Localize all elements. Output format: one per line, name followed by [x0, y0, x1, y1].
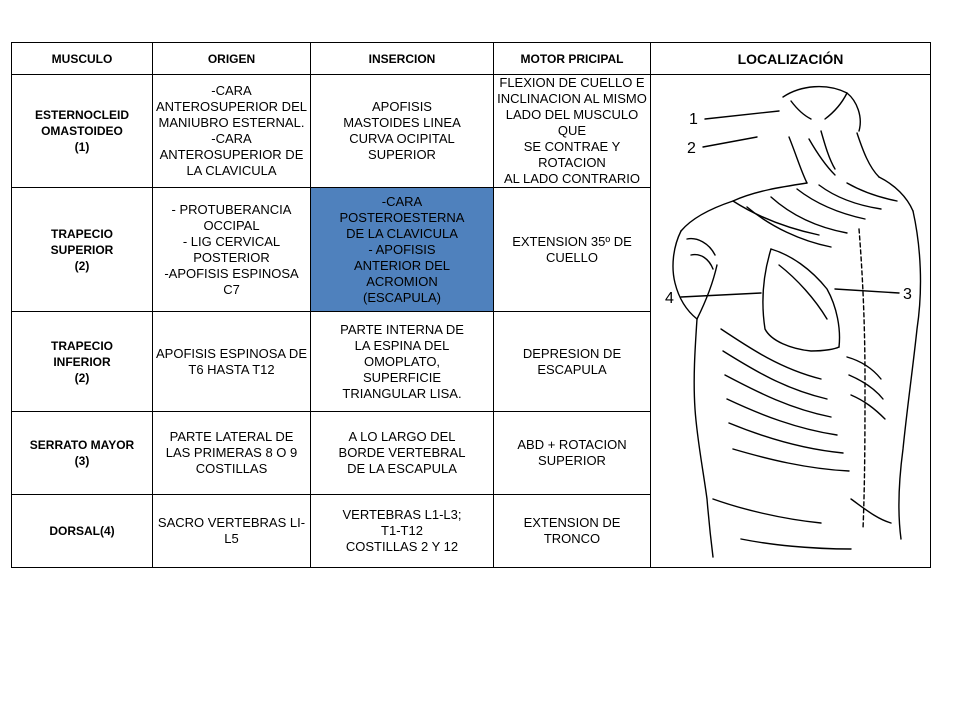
- header-origen: ORIGEN: [153, 43, 311, 75]
- header-insercion: INSERCION: [311, 43, 494, 75]
- origen-cell: APOFISIS ESPINOSA DE T6 HASTA T12: [153, 312, 311, 412]
- anatomy-back-illustration: [651, 79, 930, 564]
- localizacion-image-cell: [651, 75, 931, 568]
- figure-label-3: 3: [903, 285, 912, 303]
- header-row: [12, 43, 931, 75]
- header-motor: MOTOR PRICIPAL: [494, 43, 651, 75]
- insercion-cell: VERTEBRAS L1-L3; T1-T12 COSTILLAS 2 Y 12: [311, 495, 494, 568]
- musculo-cell: TRAPECIO SUPERIOR (2): [12, 188, 153, 312]
- origen-cell: -CARA ANTEROSUPERIOR DEL MANIUBRO ESTERNAL. -CARA ANTEROSUPERIOR DE LA CLAVICULA: [153, 75, 311, 188]
- musculo-cell: SERRATO MAYOR (3): [12, 412, 153, 495]
- motor-cell: EXTENSION 35º DE CUELLO: [494, 188, 651, 312]
- header-musculo: MUSCULO: [12, 43, 153, 75]
- origen-cell: PARTE LATERAL DE LAS PRIMERAS 8 O 9 COSTILLAS: [153, 412, 311, 495]
- figure-label-4: 4: [665, 289, 674, 307]
- musculo-cell: TRAPECIO INFERIOR (2): [12, 312, 153, 412]
- insercion-cell: A LO LARGO DEL BORDE VERTEBRAL DE LA ESCAPULA: [311, 412, 494, 495]
- origen-cell: - PROTUBERANCIA OCCIPAL - LIG CERVICAL POSTERIOR -APOFISIS ESPINOSA C7: [153, 188, 311, 312]
- motor-cell: ABD + ROTACION SUPERIOR: [494, 412, 651, 495]
- figure-label-2: 2: [687, 139, 696, 157]
- motor-cell: FLEXION DE CUELLO E INCLINACION AL MISMO LADO DEL MUSCULO QUE SE CONTRAE Y ROTACION AL LADO CONTRARIO: [494, 75, 651, 188]
- table-row: [12, 75, 931, 188]
- insercion-cell: APOFISIS MASTOIDES LINEA CURVA OCIPITAL SUPERIOR: [311, 75, 494, 188]
- muscle-table: [11, 42, 931, 568]
- insercion-cell-highlighted: -CARA POSTEROESTERNA DE LA CLAVICULA - APOFISIS ANTERIOR DEL ACROMION (ESCAPULA): [311, 188, 494, 312]
- musculo-cell: DORSAL(4): [12, 495, 153, 568]
- motor-cell: EXTENSION DE TRONCO: [494, 495, 651, 568]
- musculo-cell: ESTERNOCLEID OMASTOIDEO (1): [12, 75, 153, 188]
- motor-cell: DEPRESION DE ESCAPULA: [494, 312, 651, 412]
- figure-label-1: 1: [689, 110, 698, 128]
- header-localizacion: LOCALIZACIÓN: [651, 43, 931, 75]
- insercion-cell: PARTE INTERNA DE LA ESPINA DEL OMOPLATO, SUPERFICIE TRIANGULAR LISA.: [311, 312, 494, 412]
- origen-cell: SACRO VERTEBRAS LI- L5: [153, 495, 311, 568]
